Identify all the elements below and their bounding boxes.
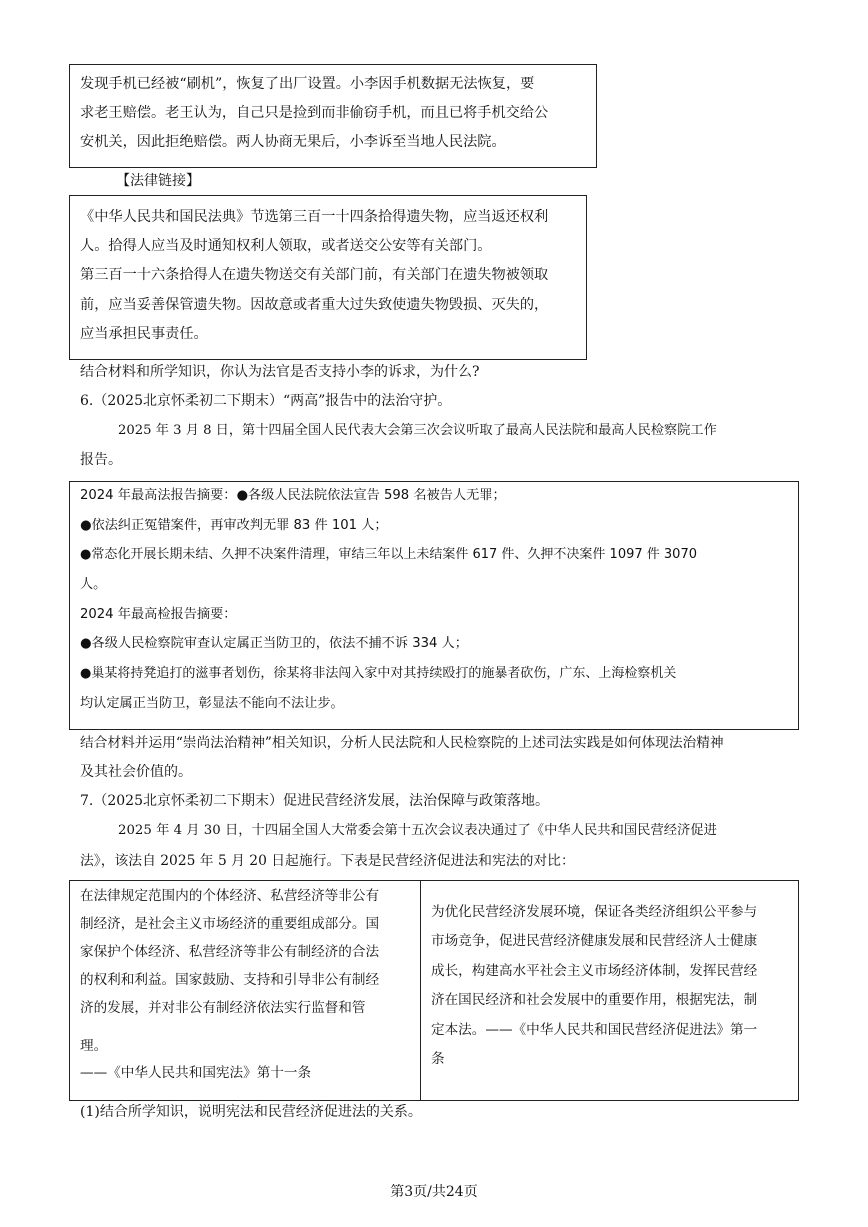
law-link-heading: 【法律链接】	[116, 173, 200, 189]
q6-material-line: 2024 年最高检报告摘要：	[80, 607, 237, 622]
table-cell-right-line: 济在国民经济和社会发展中的重要作用，根据宪法，制	[431, 992, 758, 1008]
table-divider	[420, 880, 421, 1101]
question-6-intro: 报告。	[80, 452, 122, 468]
q6-material-line: 人。	[80, 577, 107, 592]
question-5-prompt: 结合材料和所学知识，你认为法官是否支持小李的诉求，为什么?	[80, 364, 480, 380]
table-cell-right-line: 条	[431, 1051, 445, 1067]
table-cell-right-line: 为优化民营经济发展环境，保证各类经济组织公平参与	[431, 904, 758, 920]
q6-material-line: 2024 年最高法报告摘要：●各级人民法院依法宣告 598 名被告人无罪；	[80, 488, 506, 503]
q6-material-line: ●各级人民检察院审查认定属正当防卫的，依法不捕不诉 334 人；	[80, 636, 468, 651]
table-cell-left-line: 在法律规定范围内的个体经济、私营经济等非公有	[80, 888, 380, 904]
table-cell-left-line: 制经济，是社会主义市场经济的重要组成部分。国	[80, 916, 380, 932]
table-cell-left-line: 的权利和利益。国家鼓励、支持和引导非公有制经	[80, 972, 380, 988]
table-cell-left-line: 理。	[80, 1038, 108, 1054]
law-line: 《中华人民共和国民法典》节选第三百一十四条拾得遗失物，应当返还权利	[80, 209, 549, 225]
question-6-prompt: 结合材料并运用“崇尚法治精神”相关知识，分析人民法院和人民检察院的上述司法实践是如何体现法治精神	[80, 735, 724, 751]
law-line: 第三百一十六条拾得人在遗失物送交有关部门前，有关部门在遗失物被领取	[80, 267, 549, 283]
q6-material-line: ●依法纠正冤错案件，再审改判无罪 83 件 101 人；	[80, 518, 388, 533]
table-cell-right-line: 定本法。——《中华人民共和国民营经济促进法》第一	[431, 1022, 758, 1038]
story-line: 求老王赔偿。老王认为，自己只是捡到而非偷窃手机，而且已将手机交给公	[80, 105, 549, 121]
question-7-title: 7.（2025北京怀柔初二下期末）促进民营经济发展，法治保障与政策落地。	[80, 793, 549, 809]
story-line: 安机关，因此拒绝赔偿。两人协商无果后，小李诉至当地人民法院。	[80, 134, 506, 150]
q6-material-line: ●常态化开展长期未结、久押不决案件清理，审结三年以上未结案件 617 件、久押不决案件 1097 件 3070	[80, 547, 697, 562]
table-cell-left-source: ——《中华人民共和国宪法》第十一条	[80, 1065, 312, 1081]
question-7-intro: 2025 年 4 月 30 日，十四届全国人大常委会第十五次会议表决通过了《中华人民共和国民营经济促进	[118, 823, 717, 838]
q6-material-line: 均认定属正当防卫，彰显法不能向不法让步。	[80, 696, 344, 711]
question-6-title: 6.（2025北京怀柔初二下期末）“两高”报告中的法治守护。	[80, 393, 452, 409]
law-line: 应当承担民事责任。	[80, 326, 208, 342]
story-line: 发现手机已经被“刷机”，恢复了出厂设置。小李因手机数据无法恢复，要	[80, 76, 535, 92]
question-7-subquestion: (1)结合所学知识，说明宪法和民营经济促进法的关系。	[80, 1104, 422, 1120]
law-line: 人。拾得人应当及时通知权利人领取，或者送交公安等有关部门。	[80, 238, 492, 254]
law-line: 前，应当妥善保管遗失物。因故意或者重大过失致使遗失物毁损、灭失的，	[80, 297, 549, 313]
table-cell-right-line: 市场竞争，促进民营经济健康发展和民营经济人士健康	[431, 933, 758, 949]
question-6-intro: 2025 年 3 月 8 日，第十四届全国人民代表大会第三次会议听取了最高人民法院和最高人民检察院工作	[118, 423, 717, 438]
table-cell-left-line: 济的发展，并对非公有制经济依法实行监督和管	[80, 1000, 366, 1016]
page-number: 第3页/共24页	[390, 1184, 478, 1200]
table-cell-left-line: 家保护个体经济、私营经济等非公有制经济的合法	[80, 944, 380, 960]
question-7-intro: 法》，该法自 2025 年 5 月 20 日起施行。下表是民营经济促进法和宪法的对比：	[80, 853, 575, 869]
question-6-prompt: 及其社会价值的。	[80, 764, 192, 780]
q6-material-line: ●巢某将持凳追打的滋事者划伤，徐某将非法闯入家中对其持续殴打的施暴者砍伤，广东、上海检察机关	[80, 666, 677, 681]
table-cell-right-line: 成长，构建高水平社会主义市场经济体制，发挥民营经	[431, 963, 758, 979]
